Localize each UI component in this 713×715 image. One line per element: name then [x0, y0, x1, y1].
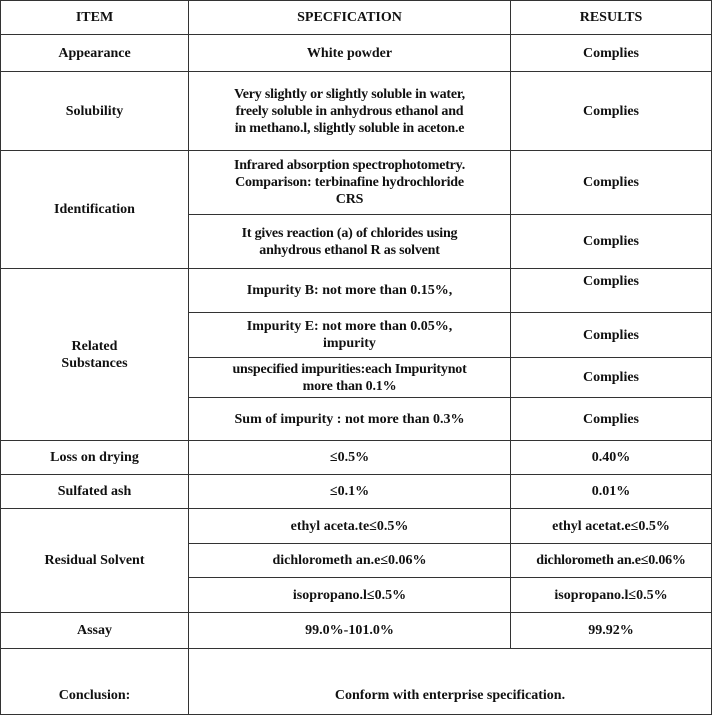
- result-related-4: Complies: [511, 398, 712, 441]
- spec-residual-3: isopropano.l≤0.5%: [189, 578, 511, 613]
- row-loss-on-drying: [1, 441, 712, 475]
- spec-sulfated-ash: ≤0.1%: [189, 475, 511, 509]
- spec-line: Impurity E: not more than 0.05%,: [246, 319, 453, 334]
- spec-line: CRS: [335, 192, 364, 207]
- row-residual-1: [1, 509, 712, 544]
- item-sulfated-ash: Sulfated ash: [1, 475, 189, 509]
- spec-residual-1: ethyl aceta.te≤0.5%: [189, 509, 511, 544]
- spec-line: freely soluble in anhydrous ethanol and: [235, 103, 464, 119]
- spec-line: impurity: [323, 336, 376, 351]
- result-residual-1: ethyl acetat.e≤0.5%: [511, 509, 712, 544]
- header-results: RESULTS: [511, 1, 712, 35]
- item-residual-solvent: Residual Solvent: [1, 509, 189, 613]
- item-assay: Assay: [1, 613, 189, 649]
- row-identification-1: [1, 151, 712, 215]
- result-identification-2: Complies: [511, 215, 712, 269]
- row-assay: [1, 613, 712, 649]
- spec-identification-2: [189, 215, 511, 269]
- spec-related-2: [189, 313, 511, 358]
- spec-appearance: White powder: [189, 35, 511, 72]
- spec-related-4: Sum of impurity : not more than 0.3%: [189, 398, 511, 441]
- row-solubility: [1, 72, 712, 151]
- item-line: Substances: [61, 355, 128, 371]
- result-related-1: Complies: [511, 269, 712, 313]
- spec-residual-2: dichlorometh an.e≤0.06%: [189, 544, 511, 578]
- header-specification: SPECFICATION: [189, 1, 511, 35]
- result-appearance: Complies: [511, 35, 712, 72]
- row-sulfated-ash: [1, 475, 712, 509]
- row-related-1: [1, 269, 712, 313]
- spec-related-1: Impurity B: not more than 0.15%,: [189, 269, 511, 313]
- result-residual-2: dichlorometh an.e≤0.06%: [511, 544, 712, 578]
- result-sulfated-ash: 0.01%: [511, 475, 712, 509]
- item-related-substances: [1, 269, 189, 441]
- spec-line: in methano.l, slightly soluble in aceton.e: [234, 120, 465, 136]
- spec-line: anhydrous ethanol R as solvent: [259, 242, 440, 258]
- conclusion-text: Conform with enterprise specification.: [189, 649, 712, 715]
- item-identification: Identification: [1, 151, 189, 269]
- result-residual-3: isopropano.l≤0.5%: [511, 578, 712, 613]
- result-assay: 99.92%: [511, 613, 712, 649]
- result-loss-on-drying: 0.40%: [511, 441, 712, 475]
- spec-line: Comparison: terbinafine hydrochloride: [235, 175, 464, 190]
- spec-line: Very slightly or slightly soluble in water,: [234, 86, 465, 102]
- result-related-2: Complies: [511, 313, 712, 358]
- row-conclusion: [1, 649, 712, 715]
- result-solubility: Complies: [511, 72, 712, 151]
- header-row: [1, 1, 712, 35]
- spec-line: unspecified impurities:each Impuritynot: [232, 361, 467, 377]
- result-identification-1: Complies: [511, 151, 712, 215]
- spec-related-3: [189, 358, 511, 398]
- item-solubility: Solubility: [1, 72, 189, 151]
- item-line: Related: [71, 338, 118, 354]
- spec-assay: 99.0%-101.0%: [189, 613, 511, 649]
- spec-identification-1: [189, 151, 511, 215]
- header-item: ITEM: [1, 1, 189, 35]
- spec-solubility: [189, 72, 511, 151]
- spec-line: It gives reaction (a) of chlorides using: [241, 225, 458, 241]
- item-loss-on-drying: Loss on drying: [1, 441, 189, 475]
- row-appearance: [1, 35, 712, 72]
- item-appearance: Appearance: [1, 35, 189, 72]
- result-related-3: Complies: [511, 358, 712, 398]
- spec-line: Infrared absorption spectrophotometry.: [233, 158, 466, 173]
- spec-line: more than 0.1%: [302, 378, 397, 394]
- spec-loss-on-drying: ≤0.5%: [189, 441, 511, 475]
- item-conclusion: Conclusion:: [1, 649, 189, 715]
